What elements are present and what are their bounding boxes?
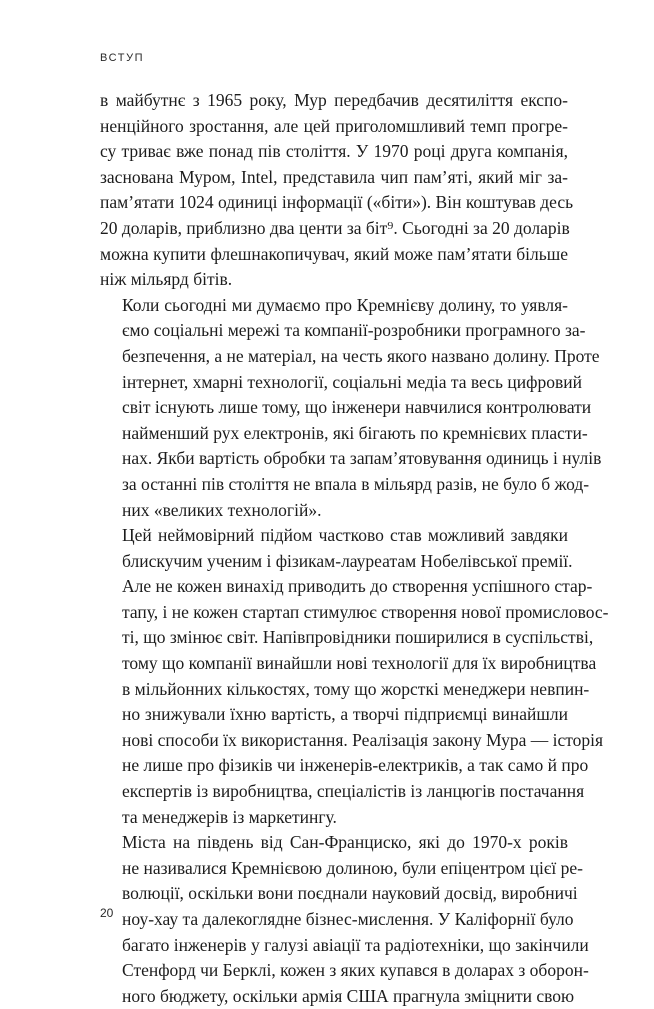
text-line: Але не кожен винахід приводить до створення успішного стар-: [122, 576, 593, 597]
text-line: за останні пів століття не впала в мільярд разів, не було б жод-: [122, 473, 590, 494]
text-line: ті, що змінює світ. Напівпровідники поширилися в суспільстві,: [122, 627, 594, 648]
text-line: 20 доларів, приблизно два центи за біт⁹. Сьогодні за 20 доларів: [100, 217, 570, 238]
text-line: та менеджерів із маркетингу.: [122, 806, 337, 827]
text-line: тому що компанії винайшли нові технології для їх виробництва: [122, 653, 597, 674]
text-line: не називалися Кремнієвою долиною, були епіцентром цієї ре-: [122, 857, 583, 878]
text-line: світ існують лише тому, що інженери навчилися контролювати: [122, 397, 592, 418]
text-line: волюції, оскільки вони поєднали науковий досвід, виробничі: [122, 883, 578, 904]
paragraph-2: [100, 293, 602, 523]
text-line: Коли сьогодні ми думаємо про Кремнієву долину, то уявля-: [122, 294, 568, 315]
text-line: них «великих технологій».: [122, 499, 322, 520]
paragraph-1: [100, 88, 574, 293]
running-head: ВСТУП: [100, 52, 145, 64]
text-line: в мільйонних кількостях, тому що жорсткі менеджери невпин-: [122, 678, 590, 699]
paragraph-3: [100, 523, 609, 830]
text-line: тапу, і не кожен стартап стимулює створення нової промисловос-: [122, 601, 609, 622]
text-line: блискучим ученим і фізикам-лауреатам Нобелівської премії.: [122, 550, 573, 571]
text-line: ноу-хау та далекоглядне бізнес-мислення. У Каліфорнії було: [122, 909, 574, 929]
text-line: ного бюджету, оскільки армія США прагнула зміцнити свою: [122, 985, 575, 1006]
text-line: багато інженерів у галузі авіації та радіотехніки, що закінчили: [122, 934, 589, 955]
text-line: не лише про фізиків чи інженерів-електриків, а так само й про: [122, 755, 589, 776]
text-line: нах. Якби вартість обробки та запам’ятовування одиниць і нулів: [122, 448, 602, 469]
page-number: 20: [100, 906, 114, 920]
text-line: заснована Муром, Intel, представила чип пам’яті, який міг за-: [100, 166, 568, 187]
text-line: су триває вже понад пів століття. У 1970 році друга компанія,: [100, 141, 568, 162]
text-line: експертів із виробництва, спеціалістів із ланцюгів постачання: [122, 781, 585, 802]
text-line: інтернет, хмарні технології, соціальні медіа та весь цифровий: [122, 371, 582, 392]
text-line: Цей неймовірний підйом частково став можливий завдяки: [122, 525, 568, 546]
text-line: ємо соціальні мережі та компанії-розробники програмного за-: [122, 320, 586, 341]
text-line: можна купити флешнакопичувач, який може пам’ятати більше: [100, 243, 568, 264]
text-line: найменший рух електронів, які бігають по кремнієвих пласти-: [122, 422, 588, 443]
text-line: но знижували їхню вартість, а творчі підприємці винайшли: [122, 704, 568, 725]
text-line: пам’ятати 1024 одиниці інформації («біти»). Він коштував десь: [100, 192, 574, 213]
body-text: [100, 88, 609, 1009]
text-line: Міста на південь від Сан-Франциско, які до 1970-х років: [122, 832, 568, 853]
text-line: Стенфорд чи Берклі, кожен з яких купався в доларах з оборон-: [122, 960, 589, 981]
text-line: ненційного зростання, але цей приголомшливий темп прогре-: [100, 115, 568, 136]
text-line: безпечення, а не матеріал, на честь якого названо долину. Проте: [122, 345, 600, 366]
text-line: в майбутнє з 1965 року, Мур передбачив десятиліття експо-: [100, 90, 568, 110]
paragraph-4: [100, 830, 589, 1009]
text-line: нові способи їх використання. Реалізація закону Мура — історія: [122, 729, 604, 750]
text-line: ніж мільярд бітів.: [100, 269, 233, 290]
